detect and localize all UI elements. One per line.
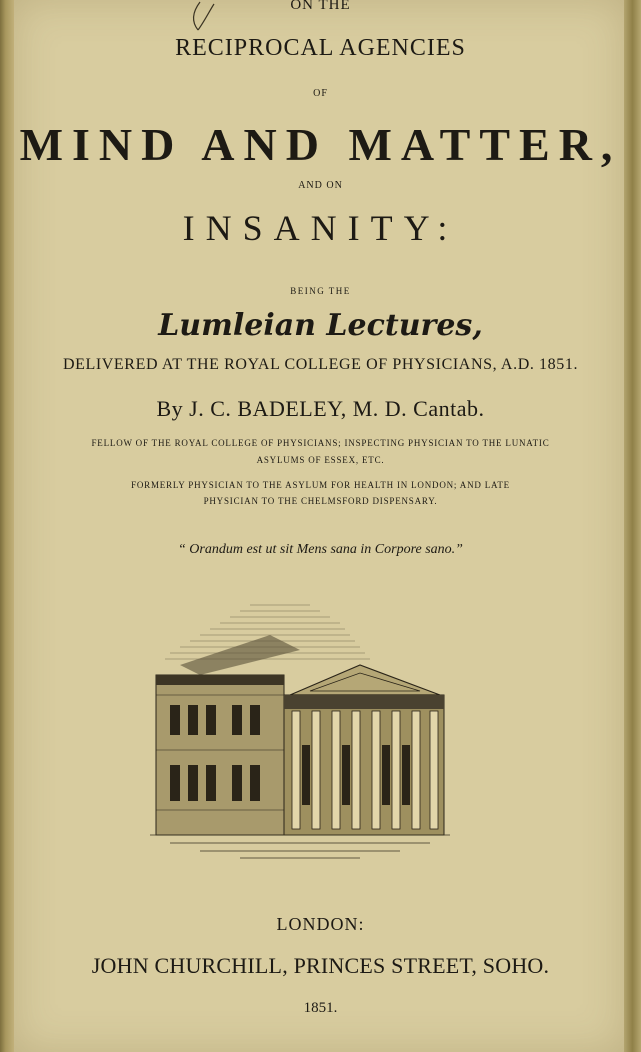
imprint-year: 1851.	[303, 1000, 338, 1016]
heading-of: OF	[313, 88, 328, 99]
imprint-publisher: JOHN CHURCHILL, PRINCES STREET, SOHO.	[91, 953, 550, 978]
author-line: By J. C. BADELEY, M. D. Cantab.	[156, 396, 485, 421]
credential-line: ASYLUMS OF ESSEX, ETC.	[256, 455, 385, 465]
heading-reciprocal-agencies: RECIPROCAL AGENCIES	[175, 35, 466, 61]
imprint-city: LONDON:	[276, 914, 365, 934]
college-building-engraving	[140, 595, 460, 865]
heading-on-the: ON THE	[290, 0, 351, 13]
latin-motto: “ Orandum est ut sit Mens sana in Corpore sano.”	[178, 542, 463, 557]
heading-being-the: BEING THE	[290, 286, 351, 296]
credential-line: FORMERLY PHYSICIAN TO THE ASYLUM FOR HEALTH IN LONDON; AND LATE	[131, 480, 510, 490]
heading-and-on: AND ON	[298, 180, 343, 191]
credential-line: FELLOW OF THE ROYAL COLLEGE OF PHYSICIANS; INSPECTING PHYSICIAN TO THE LUNATIC	[91, 438, 550, 448]
heading-lumleian-lectures: Lumleian Lectures,	[158, 308, 483, 343]
heading-mind-and-matter: MIND AND MATTER,	[19, 119, 622, 170]
credential-line: PHYSICIAN TO THE CHELMSFORD DISPENSARY.	[203, 496, 438, 506]
heading-insanity: INSANITY:	[182, 208, 459, 248]
delivered-at-line: DELIVERED AT THE ROYAL COLLEGE OF PHYSICIANS, A.D. 1851.	[62, 356, 579, 373]
